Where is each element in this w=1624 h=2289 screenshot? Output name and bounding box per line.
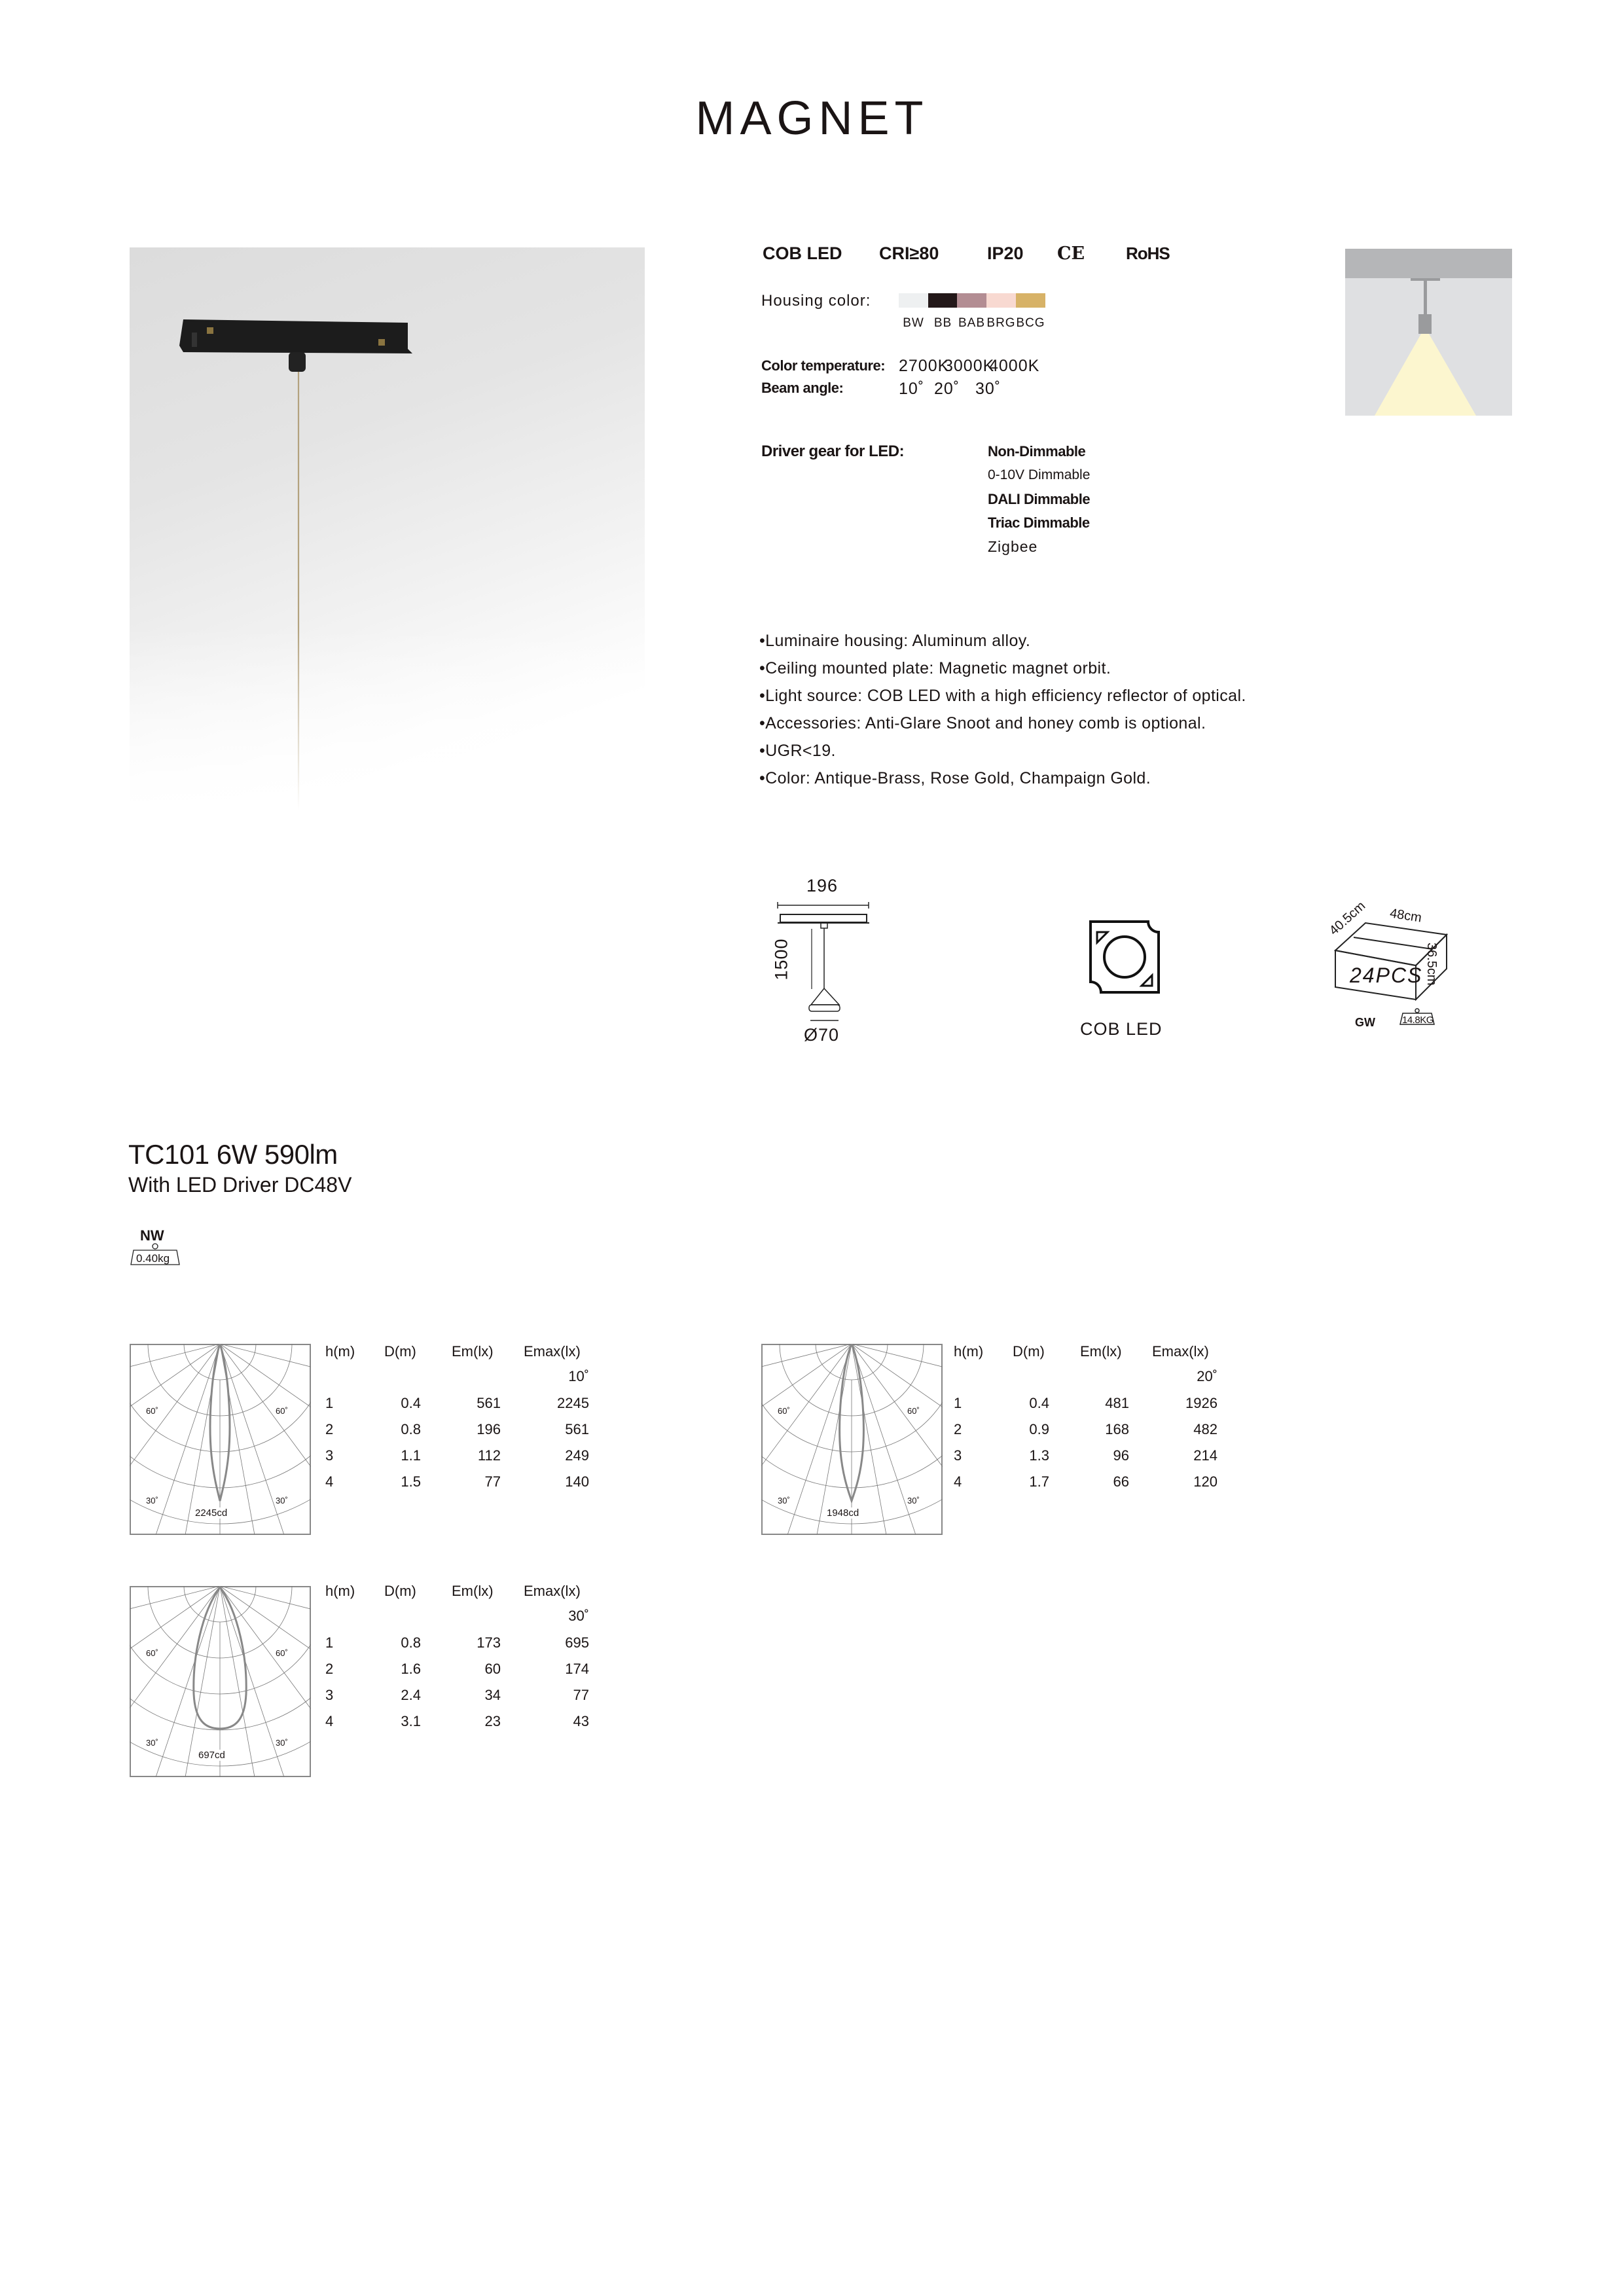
angle-label: 60˚ [146, 1648, 158, 1658]
cell: 2.4 [401, 1687, 421, 1703]
gross-weight-value: 14.8KG [1402, 1015, 1434, 1026]
feature-item: •Color: Antique-Brass, Rose Gold, Champaign Gold. [759, 769, 1151, 787]
angle-label: 30˚ [778, 1496, 790, 1505]
cell: 482 [1193, 1421, 1218, 1437]
driver-gear-label: Driver gear for LED: [761, 442, 905, 460]
photometry-table-10 [324, 1343, 592, 1500]
cell: 0.9 [1029, 1421, 1049, 1437]
cell: 561 [477, 1395, 501, 1411]
product-photo [130, 247, 645, 1079]
beam-angle-caption: 20˚ [1197, 1368, 1218, 1384]
swatch-bb [928, 293, 958, 308]
polar-chart-10 [130, 1344, 311, 1535]
cell: 174 [565, 1661, 589, 1677]
peak-intensity-label: 2245cd [195, 1507, 228, 1519]
peak-intensity-label: 1948cd [827, 1507, 859, 1519]
cell: 0.8 [401, 1421, 421, 1437]
driver-zigbee: Zigbee [988, 538, 1038, 555]
cell: 3 [325, 1447, 334, 1464]
cob-led-icon [1087, 916, 1165, 995]
model-name: TC101 6W 590lm [128, 1139, 338, 1170]
col-header-h: h(m) [954, 1343, 984, 1360]
cell: 3.1 [401, 1713, 421, 1729]
beam-angle-caption: 10˚ [568, 1368, 589, 1384]
cell: 120 [1193, 1473, 1218, 1490]
gw-label: GW [1355, 1016, 1375, 1029]
swatch-label-brg: BRG [986, 316, 1016, 330]
diameter-dimension: Ø70 [804, 1025, 840, 1045]
beam-angle-20: 20˚ [934, 380, 960, 398]
cable-length-dimension: 1500 [771, 938, 791, 981]
cell: 23 [484, 1713, 501, 1729]
cell: 1 [325, 1634, 334, 1651]
beam-angle-label: Beam angle: [761, 380, 844, 396]
cell: 695 [565, 1634, 589, 1651]
col-header-d: D(m) [384, 1343, 416, 1360]
col-header-h: h(m) [325, 1583, 355, 1599]
packaging-box [1322, 899, 1466, 1041]
col-header-em: Em(lx) [1080, 1343, 1122, 1360]
box-length-label: 48cm [1388, 906, 1423, 926]
angle-label: 60˚ [778, 1406, 790, 1416]
cell: 43 [573, 1713, 589, 1729]
cell: 249 [565, 1447, 589, 1464]
cell: 0.4 [401, 1395, 421, 1411]
cell: 2 [325, 1421, 334, 1437]
col-header-em: Em(lx) [452, 1343, 494, 1360]
col-header-h: h(m) [325, 1343, 355, 1360]
housing-color-label: Housing color: [761, 292, 871, 310]
swatch-label-bw: BW [903, 316, 924, 330]
cell: 1.5 [401, 1473, 421, 1490]
driver-0-10v: 0-10V Dimmable [988, 467, 1091, 482]
angle-label: 60˚ [276, 1406, 288, 1416]
cell: 1 [325, 1395, 334, 1411]
cell: 168 [1105, 1421, 1129, 1437]
badge-cob-led: COB LED [763, 243, 842, 263]
feature-item: •Accessories: Anti-Glare Snoot and honey comb is optional. [759, 714, 1206, 732]
cell: 4 [325, 1473, 334, 1490]
col-header-d: D(m) [1013, 1343, 1045, 1360]
col-header-emax: Emax(lx) [1152, 1343, 1209, 1360]
net-weight-value: 0.40kg [136, 1252, 170, 1265]
width-dimension: 196 [806, 876, 839, 895]
color-temp-4000: 4000K [989, 357, 1040, 375]
dimension-drawing [766, 877, 877, 1054]
swatch-bcg [1016, 293, 1045, 308]
cell: 1 [954, 1395, 962, 1411]
feature-item: •Luminaire housing: Aluminum alloy. [759, 632, 1031, 650]
cell: 214 [1193, 1447, 1218, 1464]
badge-cri: CRI≥80 [879, 243, 939, 263]
cell: 4 [325, 1713, 334, 1729]
col-header-em: Em(lx) [452, 1583, 494, 1599]
cell: 34 [484, 1687, 501, 1703]
photometry-table-20 [952, 1343, 1221, 1500]
angle-label: 60˚ [907, 1406, 920, 1416]
beam-angle-caption: 30˚ [568, 1608, 589, 1624]
peak-intensity-label: 697cd [198, 1750, 225, 1761]
beam-angle-10: 10˚ [899, 380, 925, 398]
driver-triac: Triac Dimmable [988, 514, 1090, 531]
page-title: MAGNET [695, 92, 929, 145]
color-temperature-label: Color temperature: [761, 357, 886, 374]
beam-angle-30: 30˚ [975, 380, 1001, 398]
col-header-emax: Emax(lx) [524, 1583, 581, 1599]
cell: 66 [1113, 1473, 1129, 1490]
ce-mark-icon: CE [1057, 243, 1085, 264]
cell: 2 [325, 1661, 334, 1677]
photometry-table-30 [324, 1583, 592, 1740]
box-height-label: 36.5cm [1424, 943, 1439, 986]
angle-label: 30˚ [276, 1496, 288, 1505]
cell: 1.1 [401, 1447, 421, 1464]
polar-chart-20 [761, 1344, 943, 1535]
beam-illustration [1345, 249, 1512, 416]
cell: 481 [1105, 1395, 1129, 1411]
driver-dali: DALI Dimmable [988, 491, 1091, 507]
angle-label: 60˚ [146, 1406, 158, 1416]
feature-item: •Ceiling mounted plate: Magnetic magnet orbit. [759, 659, 1111, 677]
cell: 96 [1113, 1447, 1129, 1464]
cell: 2 [954, 1421, 962, 1437]
swatch-label-bab: BAB [958, 316, 986, 330]
cob-led-caption: COB LED [1080, 1019, 1163, 1039]
angle-label: 30˚ [907, 1496, 920, 1505]
cell: 561 [565, 1421, 589, 1437]
cell: 112 [477, 1447, 501, 1464]
driver-non-dimmable: Non-Dimmable [988, 443, 1086, 460]
nw-label: NW [140, 1227, 164, 1244]
cell: 2245 [557, 1395, 589, 1411]
col-header-d: D(m) [384, 1583, 416, 1599]
polar-chart-30 [130, 1586, 311, 1777]
feature-item: •Light source: COB LED with a high efficiency reflector of optical. [759, 687, 1246, 705]
box-depth-label: 40.5cm [1326, 899, 1369, 939]
cell: 3 [325, 1687, 334, 1703]
angle-label: 30˚ [146, 1738, 158, 1748]
cell: 1.3 [1029, 1447, 1049, 1464]
cell: 140 [565, 1473, 589, 1490]
swatch-brg [986, 293, 1016, 308]
cell: 0.8 [401, 1634, 421, 1651]
box-quantity-label: 24PCS [1350, 964, 1423, 987]
model-subtitle: With LED Driver DC48V [128, 1173, 352, 1197]
cell: 1.6 [401, 1661, 421, 1677]
cell: 173 [477, 1634, 501, 1651]
color-temp-3000: 3000K [944, 357, 995, 375]
swatch-label-bcg: BCG [1016, 316, 1045, 330]
cell: 77 [484, 1473, 501, 1490]
cell: 1926 [1185, 1395, 1218, 1411]
swatch-label-bb: BB [933, 316, 952, 330]
feature-item: •UGR<19. [759, 742, 836, 760]
cell: 77 [573, 1687, 589, 1703]
angle-label: 60˚ [276, 1648, 288, 1658]
swatch-bw [899, 293, 928, 308]
rohs-mark-icon: RoHS [1126, 243, 1170, 263]
cell: 196 [477, 1421, 501, 1437]
angle-label: 30˚ [276, 1738, 288, 1748]
cell: 4 [954, 1473, 962, 1490]
badge-ip20: IP20 [987, 243, 1024, 263]
cell: 60 [484, 1661, 501, 1677]
swatch-bab [957, 293, 986, 308]
color-temp-2700: 2700K [899, 357, 950, 375]
col-header-emax: Emax(lx) [524, 1343, 581, 1360]
cell: 3 [954, 1447, 962, 1464]
cell: 0.4 [1029, 1395, 1049, 1411]
cell: 1.7 [1029, 1473, 1049, 1490]
angle-label: 30˚ [146, 1496, 158, 1505]
